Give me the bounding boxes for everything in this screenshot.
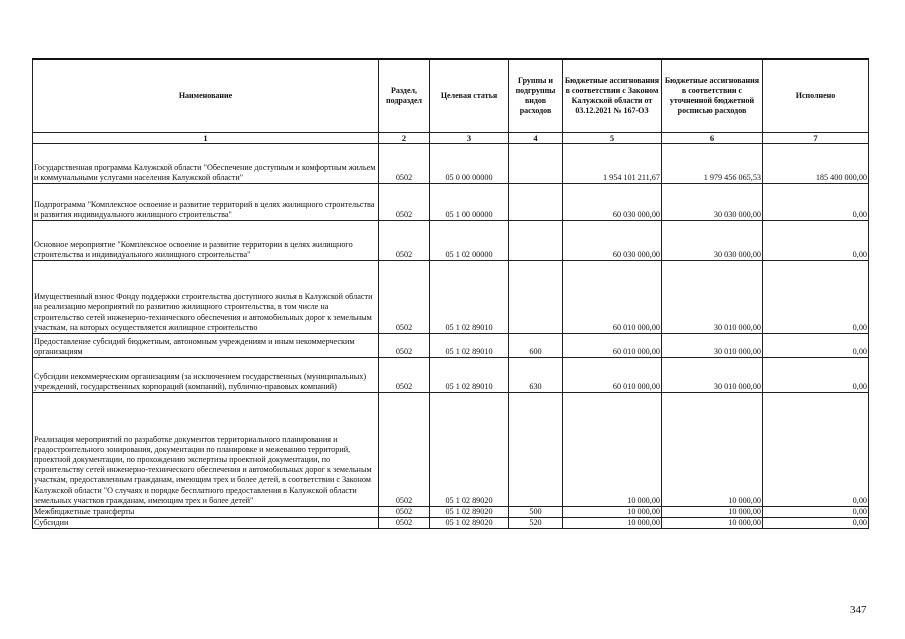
- row-executed: 0,00: [763, 261, 869, 334]
- row-refined-allocation: 1 979 456 065,53: [662, 144, 763, 184]
- budget-table: [32, 58, 869, 529]
- row-name: Реализация мероприятий по разработке документов территориального планирования и градостроительного зонирования, документации по планировке и межеванию территорий, проектной документации, по прохождению экспертизы проектной документации, по строительству сетей инженерно-технического обеспечения и автомобильных дорог к земельным участкам, предоставленным гражданам, имеющим трех и более детей, в соответствии с Законом Калужской области "О случаях и порядке бесплатного предоставления в Калужской области земельных участков гражданам, имеющим трех и более детей": [33, 393, 379, 507]
- row-law-allocation: 10 000,00: [563, 518, 662, 529]
- column-number-row: [33, 133, 869, 144]
- header-name: Наименование: [33, 59, 379, 133]
- row-section: 0502: [379, 393, 430, 507]
- table-row: [33, 221, 869, 261]
- row-target-article: 05 1 02 89010: [430, 358, 509, 393]
- header-row: [33, 59, 869, 133]
- row-section: 0502: [379, 507, 430, 518]
- row-executed: 0,00: [763, 184, 869, 221]
- table-row: [33, 261, 869, 334]
- row-expense-group: 500: [509, 507, 563, 518]
- row-law-allocation: 10 000,00: [563, 507, 662, 518]
- header-refined-allocation: Бюджетные ассигнования в соответствии с уточненной бюджетной росписью расходов: [662, 59, 763, 133]
- row-name: Государственная программа Калужской области "Обеспечение доступным и комфортным жильем и коммунальными услугами населения Калужской области": [33, 144, 379, 184]
- row-target-article: 05 0 00 00000: [430, 144, 509, 184]
- page-number: 347: [850, 604, 867, 616]
- row-expense-group: [509, 184, 563, 221]
- row-law-allocation: 1 954 101 211,67: [563, 144, 662, 184]
- row-law-allocation: 60 030 000,00: [563, 221, 662, 261]
- row-executed: 0,00: [763, 358, 869, 393]
- column-number: 1: [33, 133, 379, 144]
- row-name: Субсидии некоммерческим организациям (за исключением государственных (муниципальных) учреждений, государственных корпораций (компаний), публично-правовых компаний): [33, 358, 379, 393]
- row-executed: 0,00: [763, 518, 869, 529]
- row-section: 0502: [379, 358, 430, 393]
- row-name: Подпрограмма "Комплексное освоение и развитие территорий в целях жилищного строительства и развития индивидуального жилищного строительства": [33, 184, 379, 221]
- table-row: [33, 184, 869, 221]
- row-law-allocation: 60 010 000,00: [563, 358, 662, 393]
- row-law-allocation: 60 010 000,00: [563, 334, 662, 358]
- row-executed: 0,00: [763, 334, 869, 358]
- row-refined-allocation: 10 000,00: [662, 393, 763, 507]
- table-row: [33, 393, 869, 507]
- header-law-allocation: Бюджетные ассигнования в соответствии с Законом Калужской области от 03.12.2021 № 167-ОЗ: [563, 59, 662, 133]
- table-row: [33, 144, 869, 184]
- column-number: 3: [430, 133, 509, 144]
- column-number: 2: [379, 133, 430, 144]
- column-number: 5: [563, 133, 662, 144]
- row-name: Имущественный взнос Фонду поддержки строительства доступного жилья в Калужской области на реализацию мероприятий по развитию жилищного строительства, в том числе на строительство сетей инженерно-технического обеспечения и автомобильных дорог к земельным участкам, на которых осуществляется жилищное строительство: [33, 261, 379, 334]
- row-law-allocation: 10 000,00: [563, 393, 662, 507]
- row-target-article: 05 1 02 89010: [430, 334, 509, 358]
- row-expense-group: [509, 393, 563, 507]
- row-target-article: 05 1 02 89010: [430, 261, 509, 334]
- row-expense-group: 520: [509, 518, 563, 529]
- header-section: Раздел, подраздел: [379, 59, 430, 133]
- row-section: 0502: [379, 518, 430, 529]
- row-target-article: 05 1 00 00000: [430, 184, 509, 221]
- row-target-article: 05 1 02 89020: [430, 518, 509, 529]
- row-target-article: 05 1 02 00000: [430, 221, 509, 261]
- row-law-allocation: 60 010 000,00: [563, 261, 662, 334]
- row-law-allocation: 60 030 000,00: [563, 184, 662, 221]
- header-executed: Исполнено: [763, 59, 869, 133]
- row-section: 0502: [379, 184, 430, 221]
- table-row: [33, 518, 869, 529]
- table-row: [33, 358, 869, 393]
- row-section: 0502: [379, 261, 430, 334]
- table-row: [33, 334, 869, 358]
- row-name: Межбюджетные трансферты: [33, 507, 379, 518]
- row-refined-allocation: 30 010 000,00: [662, 334, 763, 358]
- row-refined-allocation: 30 010 000,00: [662, 261, 763, 334]
- row-name: Субсидии: [33, 518, 379, 529]
- row-section: 0502: [379, 144, 430, 184]
- row-executed: 0,00: [763, 507, 869, 518]
- row-executed: 0,00: [763, 393, 869, 507]
- row-target-article: 05 1 02 89020: [430, 507, 509, 518]
- column-number: 4: [509, 133, 563, 144]
- header-target-article: Целевая статья: [430, 59, 509, 133]
- table-row: [33, 507, 869, 518]
- row-refined-allocation: 10 000,00: [662, 507, 763, 518]
- row-expense-group: [509, 144, 563, 184]
- row-section: 0502: [379, 221, 430, 261]
- row-target-article: 05 1 02 89020: [430, 393, 509, 507]
- header-expense-group: Группы и подгруппы видов расходов: [509, 59, 563, 133]
- column-number: 6: [662, 133, 763, 144]
- row-expense-group: 600: [509, 334, 563, 358]
- row-refined-allocation: 10 000,00: [662, 518, 763, 529]
- row-expense-group: [509, 221, 563, 261]
- row-refined-allocation: 30 010 000,00: [662, 358, 763, 393]
- row-name: Основное мероприятие "Комплексное освоение и развитие территории в целях жилищного строительства и индивидуального жилищного строительства": [33, 221, 379, 261]
- row-section: 0502: [379, 334, 430, 358]
- column-number: 7: [763, 133, 869, 144]
- row-refined-allocation: 30 030 000,00: [662, 184, 763, 221]
- row-expense-group: [509, 261, 563, 334]
- row-expense-group: 630: [509, 358, 563, 393]
- row-refined-allocation: 30 030 000,00: [662, 221, 763, 261]
- row-executed: 185 400 000,00: [763, 144, 869, 184]
- row-name: Предоставление субсидий бюджетным, автономным учреждениям и иным некоммерческим организациям: [33, 334, 379, 358]
- row-executed: 0,00: [763, 221, 869, 261]
